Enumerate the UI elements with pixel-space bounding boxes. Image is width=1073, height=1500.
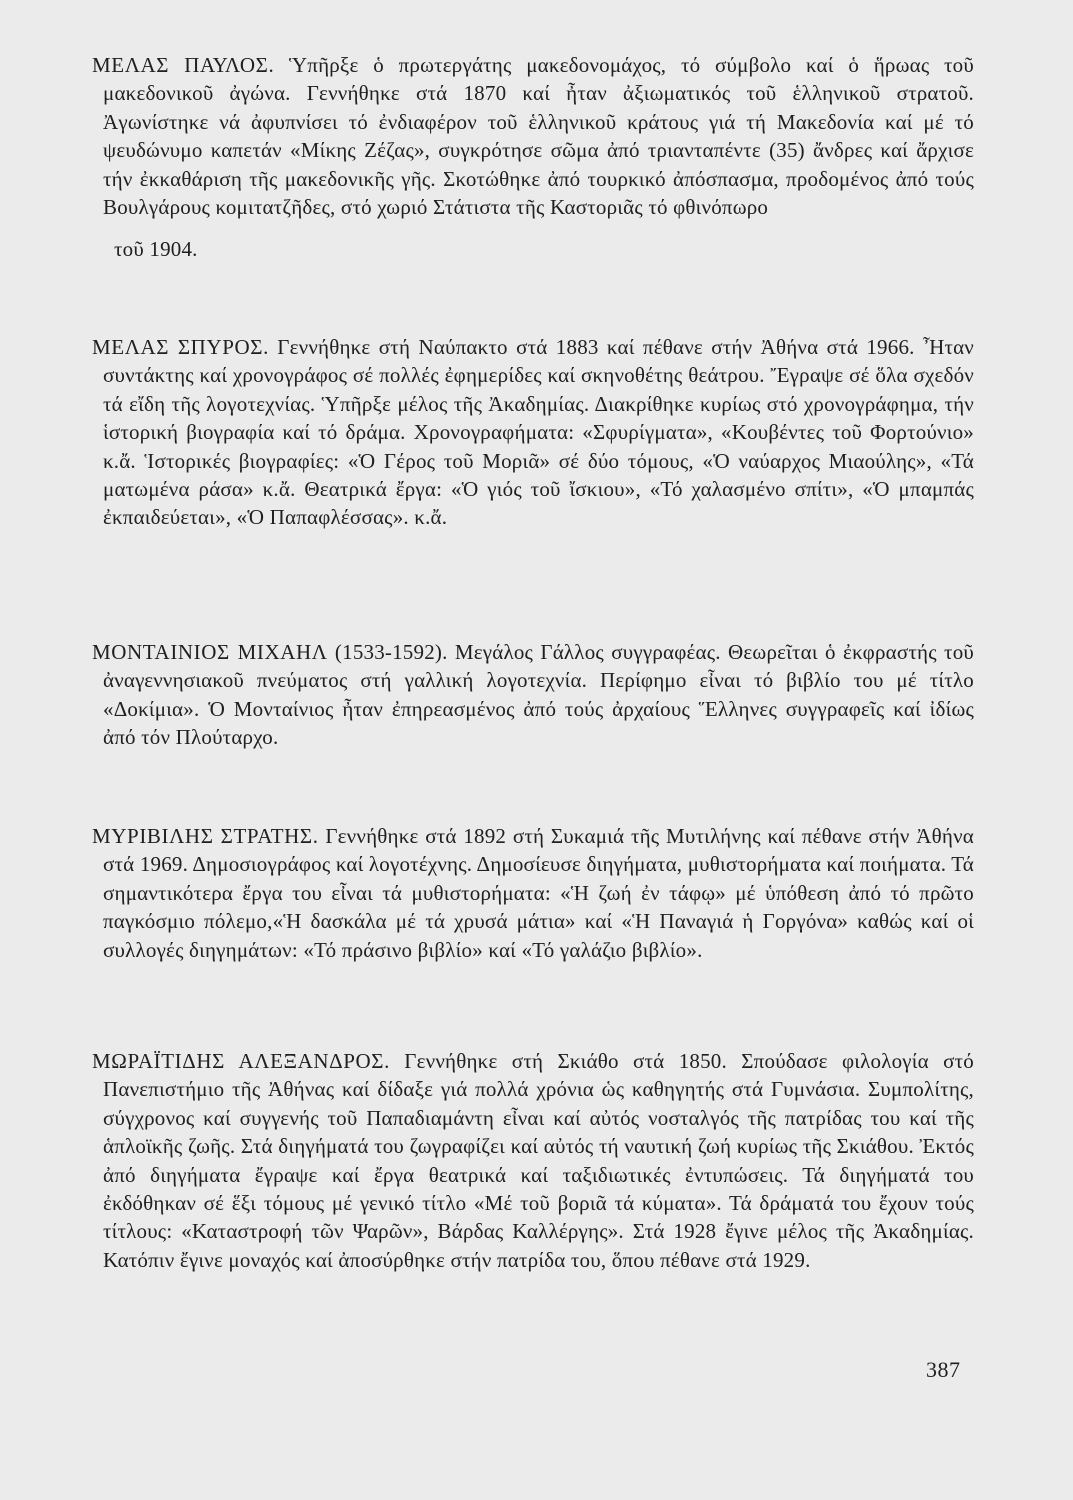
entry-text: (1533-1592). Μεγάλος Γάλλος συγγραφέας. Θεωρεῖται ὁ ἐκφραστής τοῦ ἀναγεννησιακοῦ πνεύματος στή γαλλική λογοτεχνία. Περίφημο εἶναι τό βιβλίο του μέ τίτλο «Δοκίμια». Ὁ Μονταίνιος ἦταν ἐπηρεασμένος ἀπό τούς ἀρχαίους Ἕλληνες συγγραφεῖς καί ἰδίως ἀπό τόν Πλούταρχο. <box>103 640 974 750</box>
entry-text-tail: τοῦ 1904. <box>114 237 198 262</box>
entry-name: ΜΟΝΤΑΙΝΙΟΣ ΜΙΧΑΗΛ <box>92 640 328 664</box>
entry-name: ΜΩΡΑΪΤΙΔΗΣ ΑΛΕΞΑΝΔΡΟΣ. <box>92 1049 390 1073</box>
entry-text: Γεννήθηκε στά 1892 στή Συκαμιά τῆς Μυτιλήνης καί πέθανε στήν Ἀθήνα στά 1969. Δημοσιογράφος καί λογοτέχνης. Δημοσίευσε διηγήματα, μυθιστορήματα καί ποιήματα. Τά σημαντικότερα ἔργα του εἶναι τά μυθιστορήματα: «Ἡ ζωή ἐν τάφῳ» μέ ὑπόθεση ἀπό τό πρῶτο παγκόσμιο πόλεμο,«Ἡ δασκάλα μέ τά χρυσά μάτια» καί «Ἡ Παναγιά ἡ Γοργόνα» καθώς καί οἱ συλλογές διηγημάτων: «Τό πράσινο βιβλίο» καί «Τό γαλάζιο βιβλίο». <box>103 824 974 962</box>
entry-melas-pavlos <box>92 51 974 264</box>
entry-text: Ὑπῆρξε ὁ πρωτεργάτης μακεδονομάχος, τό σύμβολο καί ὁ ἥρωας τοῦ μακεδονικοῦ ἀγώνα. Γεννήθηκε στά 1870 καί ἦταν ἀξιωματικός τοῦ ἑλληνικοῦ στρατοῦ. Ἀγωνίστηκε νά ἀφυπνίσει τό ἐνδιαφέρον τοῦ ἑλληνικοῦ κράτους γιά τή Μακεδονία καί μέ τό ψευδώνυμο καπετάν «Μίκης Ζέζας», συγκρότησε σῶμα ἀπό τριανταπέντε (35) ἄνδρες καί ἄρχισε τήν ἐκκαθάριση τῆς μακεδονικῆς γῆς. Σκοτώθηκε ἀπό τουρκικό ἀπόσπασμα, προδομένος ἀπό τούς Βουλγάρους κομιτατζῆδες, στό χωριό Στάτιστα τῆς Καστοριᾶς τό φθινόπωρο <box>103 53 974 220</box>
entry-melas-spyros <box>92 333 974 532</box>
page-number: 387 <box>926 1357 961 1382</box>
entry-moraitidis-alexandros <box>92 1047 974 1274</box>
entry-name: ΜΕΛΑΣ ΠΑΥΛΟΣ. <box>92 53 275 77</box>
entry-name: ΜΕΛΑΣ ΣΠΥΡΟΣ. <box>92 335 269 359</box>
entry-myrivilis-stratis <box>92 822 974 964</box>
entry-text: Γεννήθηκε στή Σκιάθο στά 1850. Σπούδασε φιλολογία στό Πανεπιστήμιο τῆς Ἀθήνας καί δίδαξε γιά πολλά χρόνια ὡς καθηγητής στά Γυμνάσια. Συμπολίτης, σύγχρονος καί συγγενής τοῦ Παπαδιαμάντη εἶναι καί αὐτός νοσταλγός τῆς πατρίδας του καί τῆς ἁπλοϊκῆς ζωῆς. Στά διηγήματά του ζωγραφίζει καί αὐτός τή ναυτική ζωή κυρίως τῆς Σκιάθου. Ἐκτός ἀπό διηγήματα ἔγραψε καί ἔργα θεατρικά καί ταξιδιωτικές ἐντυπώσεις. Τά διηγήματά του ἐκδόθηκαν σέ ἕξι τόμους μέ γενικό τίτλο «Μέ τοῦ βοριᾶ τά κύματα». Τά δράματά του ἔχουν τούς τίτλους: «Καταστροφή τῶν Ψαρῶν», Βάρδας Καλλέργης». Στά 1928 ἔγινε μέλος τῆς Ἀκαδημίας. Κατόπιν ἔγινε μοναχός καί ἀποσύρθηκε στήν πατρίδα του, ὅπου πέθανε στά 1929. <box>103 1049 974 1272</box>
entry-name: ΜΥΡΙΒΙΛΗΣ ΣΤΡΑΤΗΣ. <box>92 824 319 848</box>
entry-montainios-michail <box>92 638 974 752</box>
entry-text: Γεννήθηκε στή Ναύπακτο στά 1883 καί πέθανε στήν Ἀθήνα στά 1966. Ἦταν συντάκτης καί χρονογράφος σέ πολλές ἐφημερίδες καί σκηνοθέτης θεάτρου. Ἔγραψε σέ ὅλα σχεδόν τά εἴδη τῆς λογοτεχνίας. Ὑπῆρξε μέλος τῆς Ἀκαδημίας. Διακρίθηκε κυρίως στό χρονογράφημα, τήν ἱστορική βιογραφία καί τό δράμα. Χρονογραφήματα: «Σφυρίγματα», «Κουβέντες τοῦ Φορτούνιο» κ.ἄ. Ἱστορικές βιογραφίες: «Ὁ Γέρος τοῦ Μοριᾶ» σέ δύο τόμους, «Ὁ ναύαρχος Μιαούλης», «Τά ματωμένα ράσα» κ.ἄ. Θεατρικά ἔργα: «Ὁ γιός τοῦ ἴσκιου», «Τό χαλασμένο σπίτι», «Ὁ μπαμπάς ἐκπαιδεύεται», «Ὁ Παπαφλέσσας». κ.ἄ. <box>103 335 975 530</box>
